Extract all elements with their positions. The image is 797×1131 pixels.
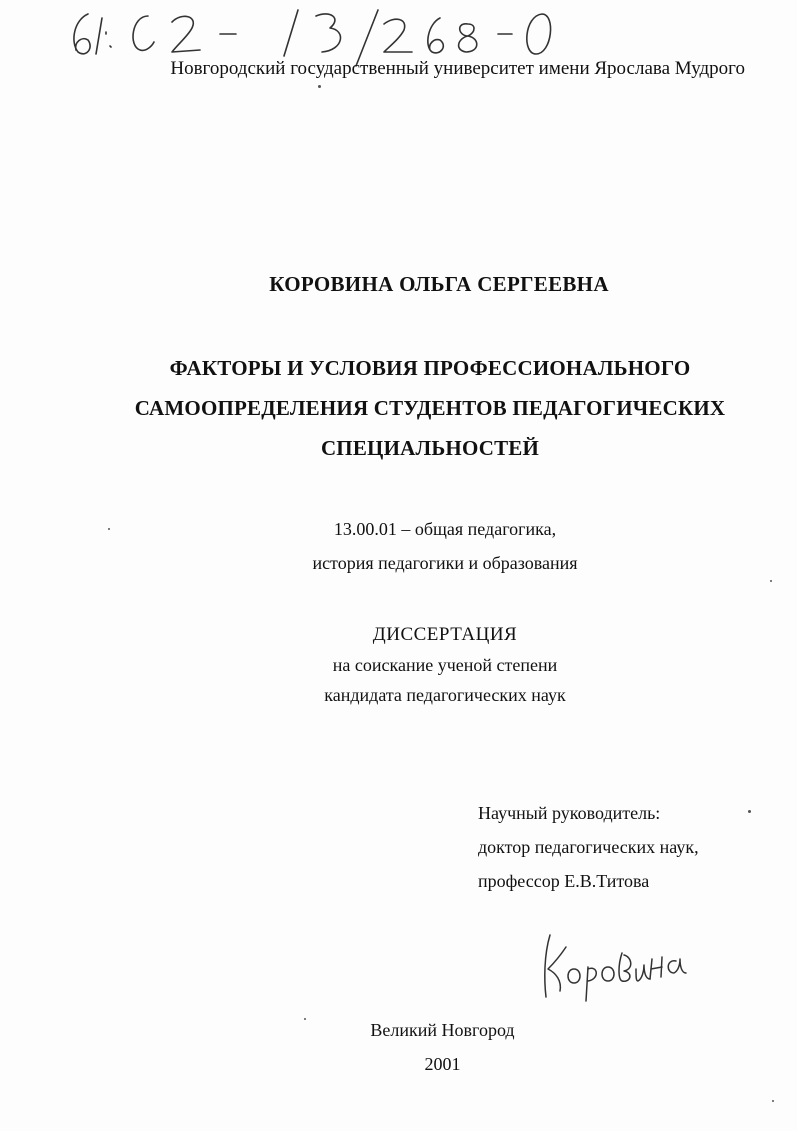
scan-speck (748, 810, 751, 813)
specialty-block (0, 512, 797, 580)
dissertation-heading: ДИССЕРТАЦИЯ (372, 624, 518, 645)
scan-speck (772, 1100, 774, 1102)
degree-block (0, 620, 797, 710)
advisor-line: доктор педагогических наук, (478, 837, 699, 857)
dissertation-title (60, 348, 797, 468)
degree-line: кандидата педагогических наук (324, 685, 566, 705)
title-line: САМООПРЕДЕЛЕНИЯ СТУДЕНТОВ ПЕДАГОГИЧЕСКИХ (134, 396, 726, 420)
scan-speck (770, 580, 772, 582)
scan-speck (318, 85, 321, 88)
scan-speck (304, 1018, 306, 1020)
author-signature (530, 925, 690, 1005)
degree-line: на соискание ученой степени (332, 655, 558, 675)
advisor-line: профессор Е.В.Титова (478, 871, 650, 891)
specialty-line: 13.00.01 – общая педагогика, (333, 519, 557, 539)
advisor-line: Научный руководитель: (478, 803, 661, 823)
scan-speck (108, 528, 110, 530)
city-name: Великий Новгород (370, 1020, 515, 1040)
university-name: Новгородский государственный университет имени Ярослава Мудрого (170, 58, 745, 79)
title-line: СПЕЦИАЛЬНОСТЕЙ (320, 436, 540, 460)
author-name: КОРОВИНА ОЛЬГА СЕРГЕЕВНА (269, 272, 609, 296)
title-line: ФАКТОРЫ И УСЛОВИЯ ПРОФЕССИОНАЛЬНОГО (169, 356, 691, 380)
specialty-line: история педагогики и образования (312, 553, 578, 573)
place-and-year (0, 1013, 797, 1081)
year: 2001 (424, 1054, 461, 1074)
advisor-block (478, 796, 699, 898)
